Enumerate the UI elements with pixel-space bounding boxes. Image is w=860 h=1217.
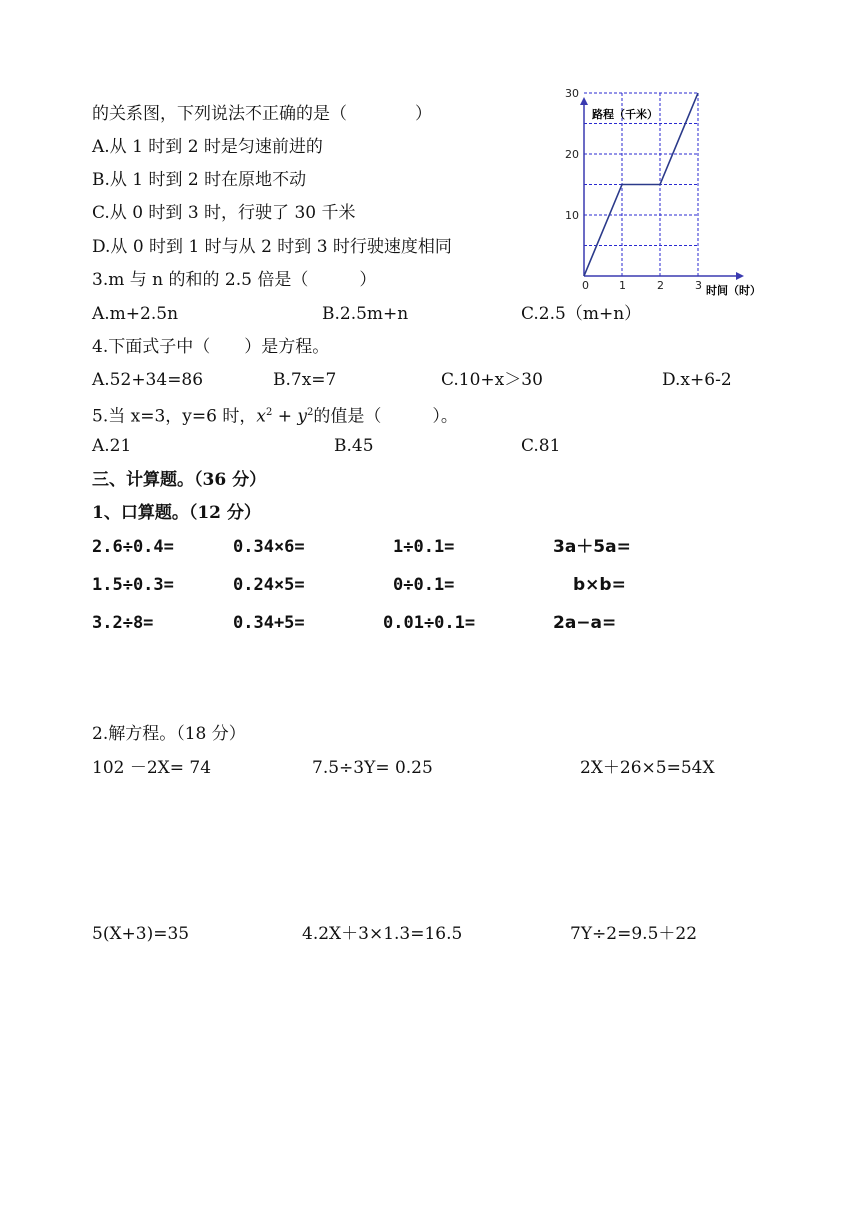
- y-tick-label: 30: [565, 87, 579, 100]
- x-tick-label: 1: [619, 279, 626, 292]
- oral-item: 1÷0.1=: [393, 537, 455, 557]
- x-tick-label: 2: [657, 279, 664, 292]
- oral-item: b×b=: [573, 575, 626, 595]
- oral-item: 3.2÷8=: [92, 613, 154, 633]
- oral-item: 0.34×6=: [233, 537, 305, 557]
- equation-item: 2X＋26×5=54X: [580, 758, 715, 778]
- y-tick-label: 10: [565, 209, 579, 222]
- q5-stem-suffix: 的值是（ ）。: [313, 406, 458, 427]
- y-axis-arrow: [580, 97, 588, 105]
- q2-stem: 的关系图，下列说法不正确的是（ ）: [92, 104, 432, 124]
- oral-item: 2.6÷0.4=: [92, 537, 174, 557]
- q3-option-c: C.2.5（m+n）: [521, 304, 642, 324]
- equation-item: 7.5÷3Y= 0.25: [312, 758, 433, 778]
- q5-expr-y: y: [297, 406, 307, 427]
- oral-item: 2a−a=: [553, 613, 617, 633]
- q5-option-b: B.45: [334, 436, 374, 456]
- distance-time-chart: [560, 87, 770, 306]
- q5-option-c: C.81: [521, 436, 561, 456]
- q3-option-b: B.2.5m+n: [322, 304, 409, 324]
- x-tick-label: 0: [582, 279, 589, 292]
- equation-item: 4.2X＋3×1.3=16.5: [302, 924, 463, 944]
- q3-option-a: A.m+2.5n: [92, 304, 179, 324]
- equation-item: 7Y÷2=9.5＋22: [570, 924, 698, 944]
- q5-expr-x: x: [256, 406, 266, 427]
- q5-option-a: A.21: [92, 436, 132, 456]
- oral-item: 0.01÷0.1=: [383, 613, 476, 633]
- q5-expr-sup2: 2: [306, 407, 314, 418]
- q4-option-a: A.52+34=86: [92, 370, 204, 390]
- equation-item: 5(X+3)=35: [92, 924, 190, 944]
- x-axis-label: 时间（时）: [706, 284, 761, 297]
- q2-option-a: A.从 1 时到 2 时是匀速前进的: [92, 137, 323, 157]
- q4-option-b: B.7x=7: [273, 370, 337, 390]
- x-axis-arrow: [736, 272, 744, 280]
- q5-stem: [92, 402, 458, 428]
- q5-expr-plus: +: [272, 406, 298, 427]
- section3-sub1-title: 1、口算题。（12 分）: [92, 503, 261, 523]
- q4-option-c: C.10+x＞30: [441, 370, 543, 390]
- q2-option-d: D.从 0 时到 1 时与从 2 时到 3 时行驶速度相同: [92, 237, 452, 257]
- oral-item: 0.24×5=: [233, 575, 305, 595]
- y-tick-label: 20: [565, 148, 579, 161]
- q4-option-d: D.x+6-2: [662, 370, 732, 390]
- section3-title: 三、计算题。（36 分）: [92, 470, 267, 490]
- oral-item: 0.34+5=: [233, 613, 305, 633]
- section3-sub2-title: 2.解方程。（18 分）: [92, 724, 246, 744]
- oral-item: 0÷0.1=: [393, 575, 455, 595]
- q5-stem-prefix: 5.当 x=3，y=6 时，: [92, 406, 257, 427]
- q2-option-b: B.从 1 时到 2 时在原地不动: [92, 170, 307, 190]
- q4-stem: 4.下面式子中（ ）是方程。: [92, 337, 330, 357]
- q5-expr-sup1: 2: [265, 407, 273, 418]
- oral-item: 3a＋5a=: [553, 537, 631, 557]
- x-tick-label: 3: [695, 279, 702, 292]
- oral-item: 1.5÷0.3=: [92, 575, 174, 595]
- equation-item: 102 －2X= 74: [92, 758, 212, 778]
- q2-option-c: C.从 0 时到 3 时，行驶了 30 千米: [92, 203, 356, 223]
- q3-stem: 3.m 与 n 的和的 2.5 倍是（ ）: [92, 270, 377, 290]
- y-axis-label: 路程（千米）: [592, 108, 658, 121]
